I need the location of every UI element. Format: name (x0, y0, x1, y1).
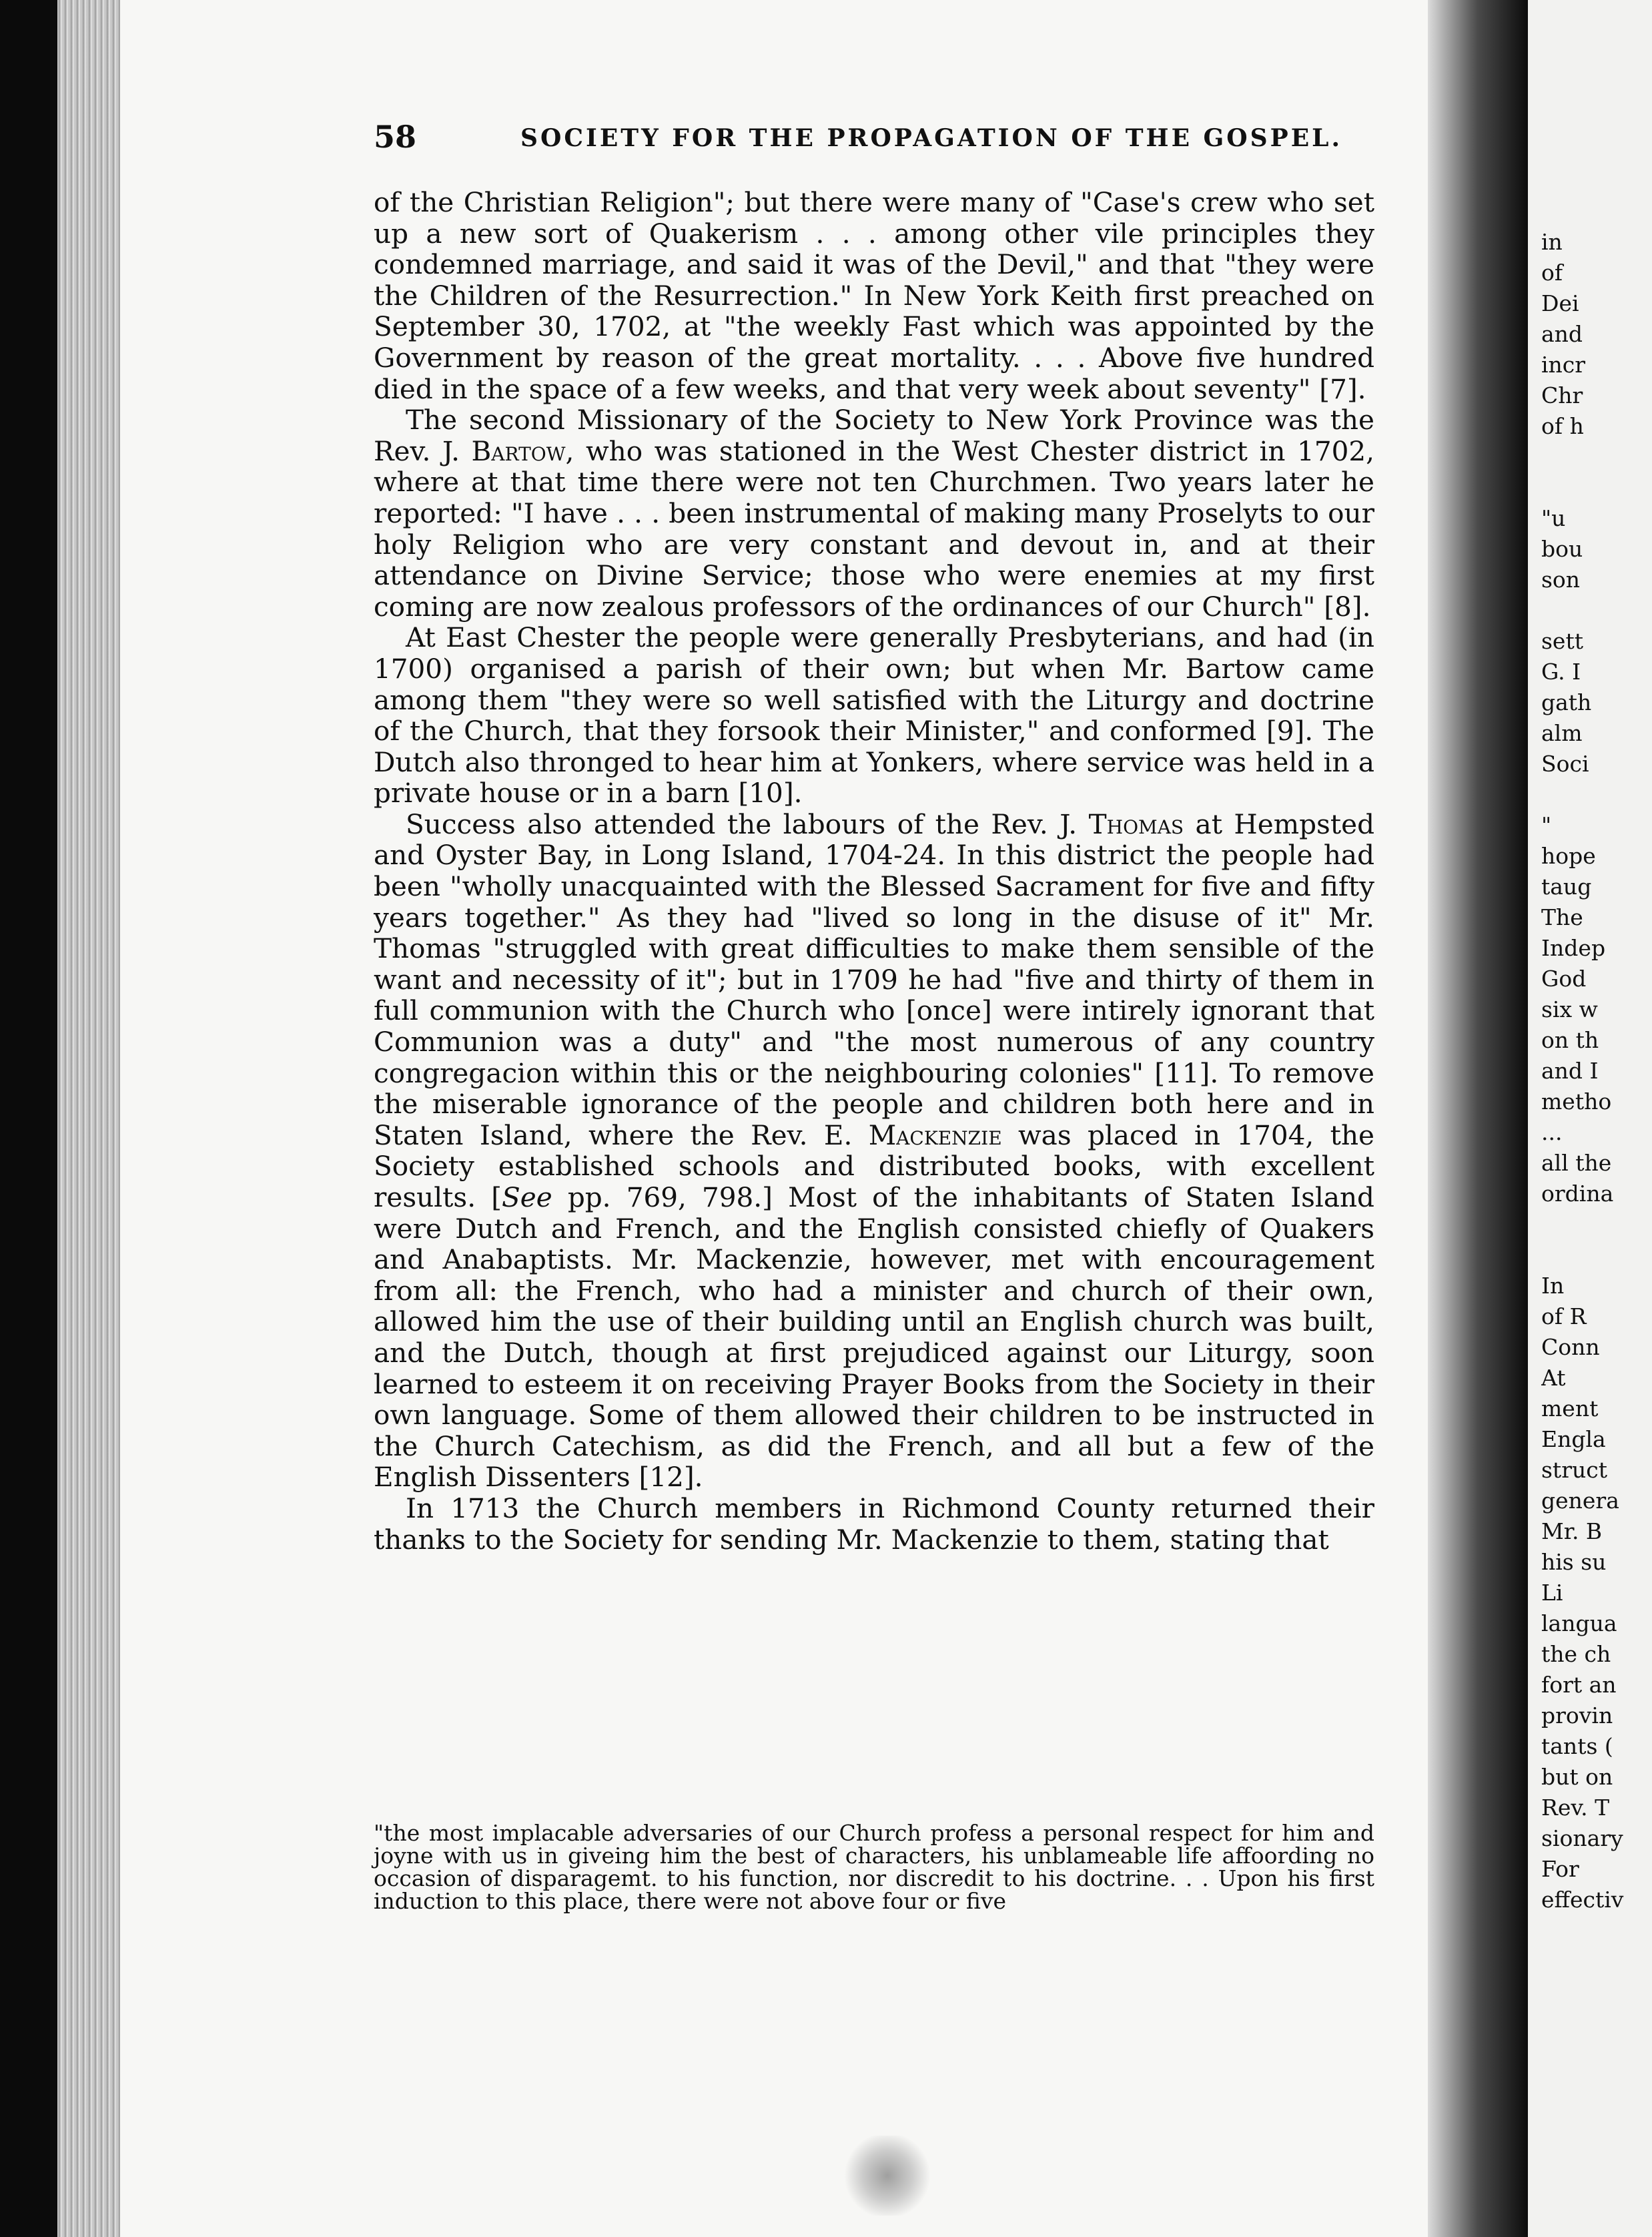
adjacent-page-line: The (1541, 904, 1583, 930)
adjacent-page-line: alm (1541, 720, 1583, 746)
adjacent-page-line: taug (1541, 874, 1592, 900)
adjacent-page-line: langua (1541, 1610, 1617, 1636)
adjacent-page-line: Li (1541, 1580, 1563, 1606)
adjacent-page-line: hope (1541, 843, 1596, 869)
adjacent-page-line: effectiv (1541, 1887, 1624, 1913)
adjacent-page-line: fort an (1541, 1672, 1617, 1698)
adjacent-page-line: and (1541, 321, 1583, 347)
paragraph: of the Christian Religion"; but there were many of "Case's crew who set up a new sort of Quakerism . . . among other vile principles they condemned marriage, and said it was of the Devil," and that "they were the Children of the Resurrection." In New York Keith first preached on September 30, 1702, at "the weekly Fast which was appointed by the Government by reason of the great mortality. . . . Above five hundred died in the space of a few weeks, and that very week about seventy" [7]. (374, 186, 1374, 405)
adjacent-page-line: Engla (1541, 1426, 1606, 1452)
adjacent-page-line: bou (1541, 536, 1583, 562)
adjacent-page-line: metho (1541, 1088, 1612, 1114)
adjacent-page-line: son (1541, 567, 1581, 593)
adjacent-page-line: provin (1541, 1702, 1613, 1728)
adjacent-page-line (1541, 1240, 1652, 1271)
adjacent-page-line: incr (1541, 352, 1586, 378)
adjacent-page-line: and I (1541, 1058, 1599, 1084)
adjacent-page-line (1541, 472, 1652, 503)
adjacent-page-line: genera (1541, 1488, 1619, 1514)
adjacent-page-line: God (1541, 966, 1587, 992)
adjacent-page-line: "u (1541, 505, 1566, 531)
adjacent-page-line: in (1541, 229, 1563, 255)
adjacent-page-line (1541, 442, 1652, 472)
page-number: 58 (374, 119, 417, 155)
page-edge-stack (57, 0, 120, 2237)
paragraph: At East Chester the people were generally Presbyterians, and had (in 1700) organised a parish of their own; but when Mr. Bartow came among them "they were so well satisfied with the Liturgy and doctrine of the Church, that they forsook their Minister," and conformed [9]. The Dutch also thronged to hear him at Yonkers, where service was held in a private house or in a barn [10]. (374, 621, 1374, 810)
adjacent-page-line: on th (1541, 1027, 1599, 1053)
adjacent-page-line: " (1541, 812, 1552, 838)
page-header (374, 119, 1374, 172)
body-text (374, 187, 1374, 1555)
running-title: SOCIETY FOR THE PROPAGATION OF THE GOSPEL. (520, 124, 1343, 152)
adjacent-page-line: Conn (1541, 1334, 1600, 1360)
quote-text: "the most implacable adversaries of our Church profess a personal respect for him and joyne with us in giveing him the best of characters, his unblameable life affoording no occasion of disparagemt. to his function, nor discredit to his doctrine. . . Upon his first induction to this place, there were not above four or five (374, 1820, 1374, 1914)
adjacent-page-line: Soci (1541, 751, 1589, 777)
adjacent-page-line: all the (1541, 1150, 1612, 1176)
adjacent-page-line: G. I (1541, 659, 1581, 685)
adjacent-page-line: ment (1541, 1395, 1599, 1421)
adjacent-page-line: Indep (1541, 935, 1606, 961)
adjacent-page-line: the ch (1541, 1641, 1611, 1667)
adjacent-page-line: sett (1541, 628, 1583, 654)
adjacent-page-line (1541, 779, 1652, 810)
adjacent-page (1528, 0, 1652, 2237)
adjacent-page-line (1541, 1209, 1652, 1240)
adjacent-page-line: Rev. T (1541, 1795, 1610, 1821)
adjacent-page-line: For (1541, 1856, 1579, 1882)
adjacent-page-line: Mr. B (1541, 1518, 1603, 1544)
adjacent-page-line: his su (1541, 1549, 1607, 1575)
adjacent-page-line: ... (1541, 1119, 1563, 1145)
block-quote (374, 1822, 1374, 1913)
adjacent-page-line: struct (1541, 1457, 1607, 1483)
adjacent-page-line: ordina (1541, 1181, 1614, 1207)
adjacent-page-line: Dei (1541, 290, 1579, 316)
adjacent-page-line: Chr (1541, 382, 1583, 408)
adjacent-page-line: In (1541, 1273, 1565, 1299)
adjacent-page-line (1541, 595, 1652, 626)
adjacent-page-line: six w (1541, 996, 1598, 1022)
adjacent-page-line: of (1541, 260, 1563, 286)
adjacent-page-line: tants ( (1541, 1733, 1613, 1759)
adjacent-page-line: gath (1541, 689, 1592, 715)
adjacent-page-text (1541, 227, 1652, 1915)
paragraph: In 1713 the Church members in Richmond County returned their thanks to the Society for sending Mr. Mackenzie to them, stating that (374, 1492, 1374, 1556)
paragraph: Success also attended the labours of the Rev. J. Thomas at Hempsted and Oyster Bay, in Long Island, 1704-24. In this district the people had been "wholly unacquainted with the Blessed Sacrament for five and fifty years together." As they had "lived so long in the disuse of it" Mr. Thomas "struggled with great difficulties to make them sensible of the want and necessity of it"; but in 1709 he had "five and thirty of them in full communion with the Church who [once] were intirely ignorant that Communion was a duty" and "the most numerous of any country congregacion within this or the neighbouring colonies" [11]. To remove the miserable ignorance of the people and children both here and in Staten Island, where the Rev. E. Mackenzie was placed in 1704, the Society established schools and distributed books, with excellent results. [See pp. 769, 798.] Most of the inhabitants of Staten Island were Dutch and French, and the English consisted chiefly of Quakers and Anabaptists. Mr. Mackenzie, however, met with encouragement from all: the French, who had a minister and church of their own, allowed him the use of their building until an English church was built, and the Dutch, though at first prejudiced against our Liturgy, soon learned to esteem it on receiving Prayer Books from the Society in their own language. Some of them allowed their children to be instructed in the Church Catechism, as did the French, and all but a few of the English Dissenters [12]. (374, 808, 1374, 1494)
scan-margin (0, 0, 57, 2237)
adjacent-page-line: of h (1541, 413, 1584, 439)
adjacent-page-line: At (1541, 1365, 1566, 1391)
paper-stain (841, 2136, 934, 2216)
adjacent-page-line: sionary (1541, 1825, 1623, 1851)
adjacent-page-line: of R (1541, 1303, 1587, 1329)
paragraph: The second Missionary of the Society to New York Province was the Rev. J. Bartow, who was stationed in the West Chester district in 1702, where at that time there were not ten Churchmen. Two years later he reported: "I have . . . been instrumental of making many Proselyts to our holy Religion who are very constant and devout in, and at their attendance on Divine Service; those who were enemies at my first coming are now zealous professors of the ordinances of our Church" [8]. (374, 404, 1374, 623)
adjacent-page-line: but on (1541, 1764, 1613, 1790)
book-gutter (1428, 0, 1528, 2237)
